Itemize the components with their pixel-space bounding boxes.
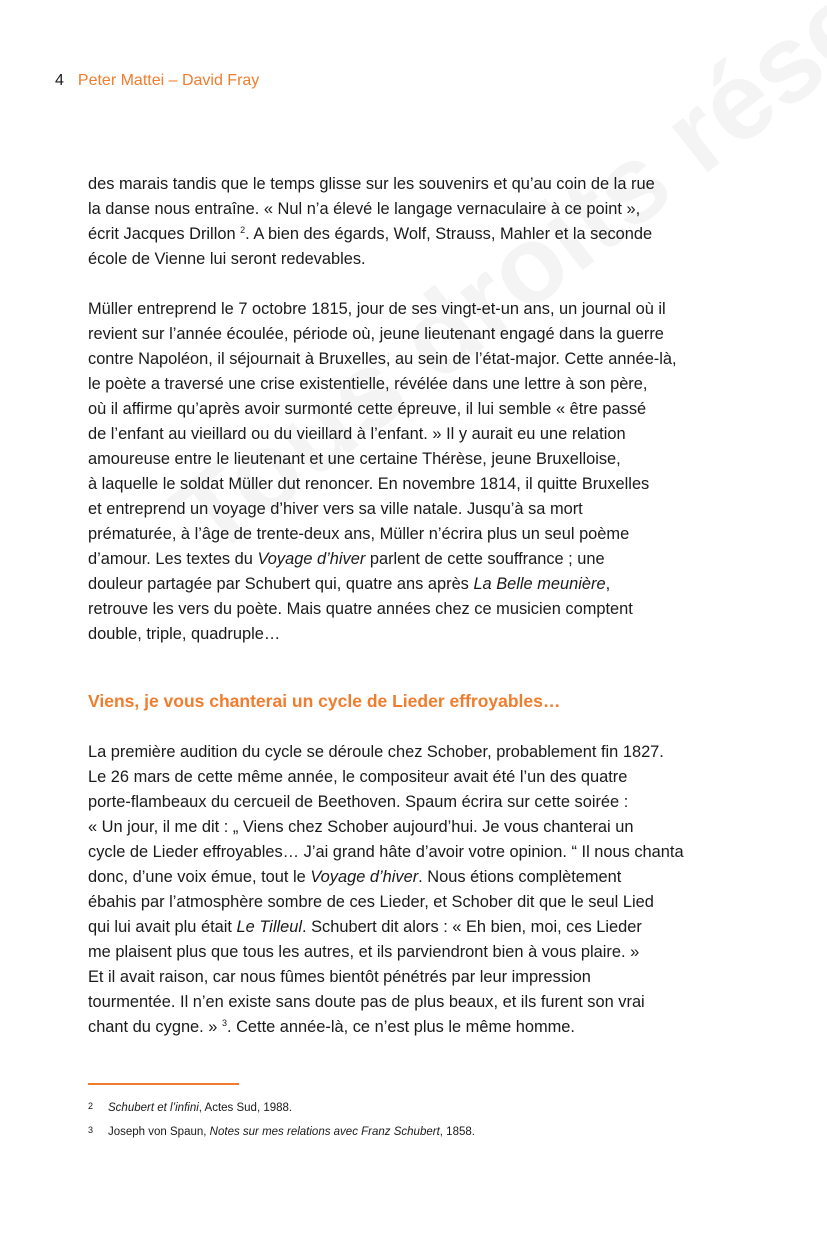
text-run: . A bien des égards, Wolf, Strauss, Mahler et la seconde bbox=[245, 225, 653, 243]
text-line bbox=[88, 572, 748, 597]
text-line: Müller entreprend le 7 octobre 1815, jour de ses vingt-et-un ans, un journal où il bbox=[88, 300, 666, 318]
footnote-italic: Notes sur mes relations avec Franz Schubert bbox=[209, 1126, 440, 1138]
text-line: prématurée, à l’âge de trente-deux ans, Müller n’écrira plus un seul poème bbox=[88, 525, 630, 543]
text-line: à laquelle le soldat Müller dut renoncer. En novembre 1814, il quitte Bruxelles bbox=[88, 475, 650, 493]
text-line bbox=[88, 1015, 748, 1040]
text-line bbox=[88, 547, 748, 572]
running-title: Peter Mattei – David Fray bbox=[77, 72, 260, 89]
text-run: . Schubert dit alors : « Eh bien, moi, ces Lieder bbox=[301, 918, 642, 936]
text-line: me plaisent plus que tous les autres, et ils parviendront bien à vous plaire. » bbox=[88, 943, 640, 961]
text-line: porte-flambeaux du cercueil de Beethoven. Spaum écrira sur cette soirée : bbox=[88, 793, 629, 811]
footnote-number: 3 bbox=[88, 1125, 94, 1135]
text-run: . Cette année-là, ce n’est plus le même homme. bbox=[226, 1018, 575, 1036]
text-line bbox=[88, 222, 748, 247]
footnote-text: , 1858. bbox=[439, 1126, 475, 1138]
text-line: double, triple, quadruple… bbox=[88, 625, 281, 643]
text-run: douleur partagée par Schubert qui, quatre ans après bbox=[88, 575, 474, 593]
text-line: tourmentée. Il n’en existe sans doute pas de plus beaux, et ils furent son vrai bbox=[88, 993, 645, 1011]
footnote-ref: 2 bbox=[240, 225, 246, 235]
italic-title: Voyage d’hiver bbox=[257, 550, 366, 568]
text-run: , bbox=[605, 575, 611, 593]
italic-title: La Belle meunière bbox=[473, 575, 606, 593]
text-run: qui lui avait plu était bbox=[88, 918, 237, 936]
running-header bbox=[55, 72, 259, 90]
section-heading: Viens, je vous chanterai un cycle de Lieder effroyables… bbox=[88, 691, 561, 711]
text-line: cycle de Lieder effroyables… J’ai grand hâte d’avoir votre opinion. “ Il nous chanta bbox=[88, 843, 684, 861]
footnote-3 bbox=[88, 1122, 475, 1140]
footnote-2 bbox=[88, 1098, 292, 1116]
text-run: chant du cygne. » bbox=[88, 1018, 222, 1036]
text-line: le poète a traversé une crise existentielle, révélée dans une lettre à son père, bbox=[88, 375, 648, 393]
text-run: parlent de cette souffrance ; une bbox=[365, 550, 605, 568]
text-line: la danse nous entraîne. « Nul n’a élevé le langage vernaculaire à ce point », bbox=[88, 200, 641, 218]
footnote-italic: Schubert et l’infini bbox=[108, 1102, 199, 1114]
text-line: ébahis par l’atmosphère sombre de ces Lieder, et Schober dit que le seul Lied bbox=[88, 893, 654, 911]
italic-title: Voyage d’hiver bbox=[310, 868, 419, 886]
footnote-number: 2 bbox=[88, 1101, 94, 1111]
text-line: où il affirme qu’après avoir surmonté cette épreuve, il lui semble « être passé bbox=[88, 400, 647, 418]
text-run: d’amour. Les textes du bbox=[88, 550, 258, 568]
text-line: de l’enfant au vieillard ou du vieillard à l’enfant. » Il y aurait eu une relation bbox=[88, 425, 626, 443]
text-line: et entreprend un voyage d’hiver vers sa ville natale. Jusqu’à sa mort bbox=[88, 500, 583, 518]
text-line: La première audition du cycle se déroule chez Schober, probablement fin 1827. bbox=[88, 743, 664, 761]
paragraph-2 bbox=[88, 297, 748, 647]
paragraph-3 bbox=[88, 740, 748, 1040]
italic-title: Le Tilleul bbox=[236, 918, 302, 936]
text-run: donc, d’une voix émue, tout le bbox=[88, 868, 311, 886]
paragraph-1 bbox=[88, 172, 748, 272]
text-line: amoureuse entre le lieutenant et une certaine Thérèse, jeune Bruxelloise, bbox=[88, 450, 621, 468]
text-line bbox=[88, 915, 748, 940]
footnote-ref: 3 bbox=[221, 1018, 227, 1028]
footnote-divider bbox=[88, 1083, 239, 1085]
text-line: revient sur l’année écoulée, période où, jeune lieutenant engagé dans la guerre bbox=[88, 325, 664, 343]
text-line: contre Napoléon, il séjournait à Bruxelles, au sein de l’état-major. Cette année-là, bbox=[88, 350, 677, 368]
page-number: 4 bbox=[55, 72, 64, 89]
text-line: retrouve les vers du poète. Mais quatre années chez ce musicien comptent bbox=[88, 600, 633, 618]
text-line: Et il avait raison, car nous fûmes bientôt pénétrés par leur impression bbox=[88, 968, 591, 986]
text-line: « Un jour, il me dit : „ Viens chez Schober aujourd’hui. Je vous chanterai un bbox=[88, 818, 634, 836]
text-line bbox=[88, 865, 748, 890]
text-run: . Nous étions complètement bbox=[418, 868, 622, 886]
text-run: écrit Jacques Drillon bbox=[88, 225, 241, 243]
footnote-text: Joseph von Spaun, bbox=[108, 1126, 210, 1138]
text-line: école de Vienne lui seront redevables. bbox=[88, 250, 366, 268]
footnote-text: , Actes Sud, 1988. bbox=[198, 1102, 293, 1114]
text-line: Le 26 mars de cette même année, le compositeur avait été l’un des quatre bbox=[88, 768, 628, 786]
text-line: des marais tandis que le temps glisse sur les souvenirs et qu’au coin de la rue bbox=[88, 175, 655, 193]
